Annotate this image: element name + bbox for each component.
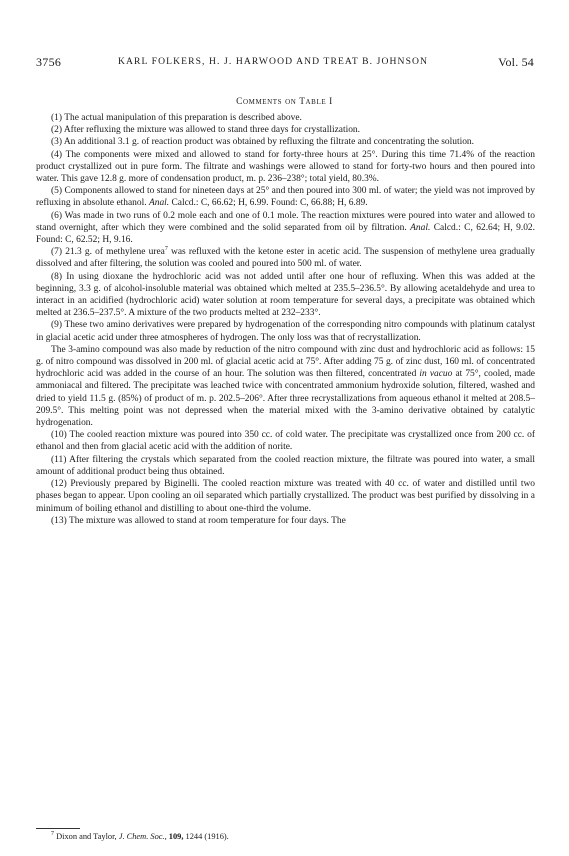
comment-8: (8) In using dioxane the hydrochloric acid was not added until after one hour of refluxing. When this was added at the beginning, 3.3 g. of alcohol-insoluble material was obtained which melted at 235.5–236.5°. By allowing acetaldehyde and urea to interact in an acidified (hydrochloric acid) water solution at room temperature for several days, a precipitate was obtained which melted at 236.5–237.5°. A mixture of the two products melted at 232–233°. — [36, 271, 535, 319]
comment-13: (13) The mixture was allowed to stand at room temperature for four days. The — [51, 515, 346, 526]
comment-9: (9) These two amino derivatives were prepared by hydrogenation of the corresponding nitro compounds with platinum catalyst in glacial acetic acid under three atmospheres of hydrogen. The only loss was that of recrystallization. — [36, 320, 535, 343]
footnote-ref: 7 — [164, 246, 168, 253]
journal-name: J. Chem. Soc., — [118, 832, 167, 841]
section-title-text: Comments on Table I — [236, 97, 333, 107]
comment-9-continued: The 3-amino compound was also made by reduction of the nitro compound with zinc dust and hydrochloric acid as follows: 15 g. of nitro compound was dissolved in 200 ml. of glacial acetic acid at 75°. After adding 75 g. of zinc dust, 160 ml. of concentrated hydrochloric acid was added in the course of an hour. The solution was then filtered, concentrated in vacuo at 75°, cooled, made ammoniacal and filtered. The precipitate was leached twice with concentrated ammonium hydroxide solution, filtered, washed and dried to yield 11.5 g. (85%) of product of m. p. 202.5–206°. After three recrystallizations from aqueous ethanol it melted at 208.5–209.5°. This melting point was not depressed when the material mixed with the 3-amino derivative obtained by catalytic hydrogenation. — [36, 344, 535, 429]
volume-label: Vol. 54 — [498, 55, 534, 69]
comment-6: (6) Was made in two runs of 0.2 mole each and one of 0.1 mole. The reaction mixtures were poured into water and allowed to stand overnight, after which they were combined and the solid separated from oil by filtration. Anal. Calcd.: C, 62.64; H, 9.02. Found: C, 62.52; H, 9.16. — [36, 210, 535, 246]
running-header — [36, 54, 534, 70]
comments-body — [36, 112, 535, 527]
comment-7: (7) 21.3 g. of methylene urea$^7$ was refluxed with the ketone ester in acetic acid. The suspension of methylene urea gradually dissolved and after filtering, the solution was cooled and poured into 500 ml. of water. — [36, 246, 536, 270]
anal-italic: Anal. — [410, 222, 431, 233]
anal-italic: Anal. — [148, 198, 170, 209]
comment-1: (1) The actual manipulation of this preparation is described above. — [51, 113, 302, 123]
comment-11: (11) After filtering the crystals which separated from the cooled reaction mixture, the filtrate was poured into water, a small amount of additional product being thus obtained. — [36, 454, 535, 477]
comment-5: (5) Components allowed to stand for nineteen days at 25° and then poured into 300 ml. of water; the yield was not improved by refluxing in absolute ethanol. Anal. Calcd.: C, 66.62; H, 6.99. Found: C, 66.88; H, 6.89. — [36, 186, 535, 209]
running-title: KARL FOLKERS, H. J. HARWOOD AND TREAT B. JOHNSON — [118, 56, 429, 67]
comment-2: (2) After refluxing the mixture was allowed to stand three days for crystallization. — [51, 125, 360, 136]
footnote: $^7$ Dixon and Taylor, J. Chem. Soc., 109, 1244 (1916). — [51, 831, 229, 841]
in-vacuo-italic: in vacuo — [419, 369, 453, 380]
section-title — [0, 96, 569, 108]
footnote-rule — [36, 828, 80, 829]
comment-4: (4) The components were mixed and allowed to stand for forty-three hours at 25°. During this time 71.4% of the reaction product crystallized out in pure form. The filtrate and washings were allowed to stand for forty-two hours and then poured into water. This gave 12.8 g. more of condensation product, m. p. 236–238°; total yield, 80.3%. — [36, 149, 535, 185]
footnote-number: 7 — [51, 831, 54, 838]
comment-10: (10) The cooled reaction mixture was poured into 350 cc. of cold water. The precipitate was crystallized once from 200 cc. of ethanol and then from glacial acetic acid with the addition of norite. — [36, 430, 535, 453]
comment-3: (3) An additional 3.1 g. of reaction product was obtained by refluxing the filtrate and concentrating the solution. — [51, 137, 475, 148]
comment-12: (12) Previously prepared by Biginelli. The cooled reaction mixture was treated with 40 cc. of water and distilled until two phases began to appear. Upon cooling an oil separated which partially crystallized. The product was best purified by dissolving in a minimum of boiling ethanol and distilling to about one-third the volume. — [36, 479, 536, 514]
page-number: 3756 — [36, 55, 62, 69]
journal-volume: 109, — [168, 832, 184, 841]
